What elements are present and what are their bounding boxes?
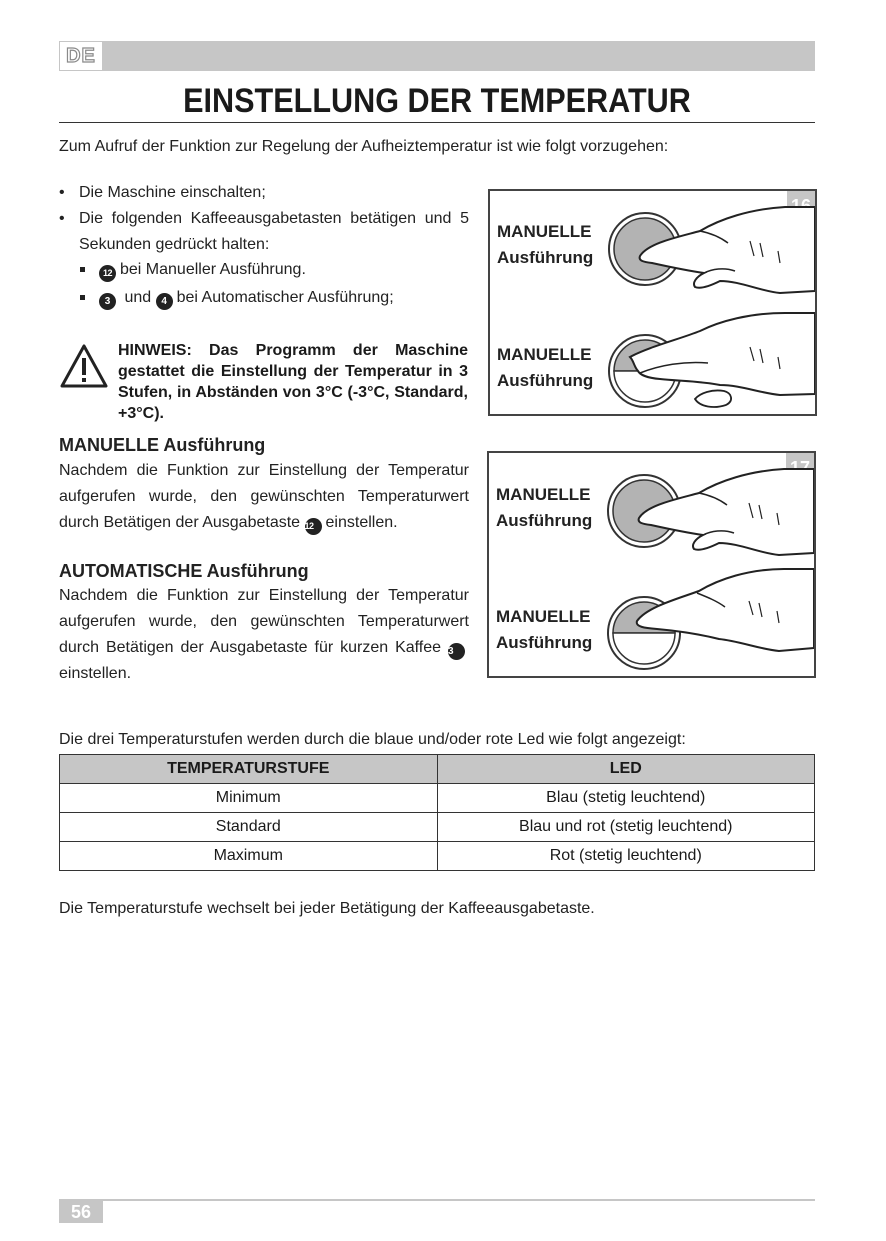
button-number-badge: 3 — [448, 643, 465, 660]
bullet-item: • Die folgenden Kaffeeausgabetasten betätigen und 5 Sekunden gedrückt halten: — [59, 206, 469, 258]
figure-17 — [487, 451, 816, 678]
auto-text — [59, 583, 469, 687]
button-number-badge: 12 — [305, 518, 322, 535]
auto-text-end: einstellen. — [59, 665, 132, 682]
warning-note: HINWEIS: Das Programm der Maschine gestattet die Einstellung der Temperatur in 3 Stufen, in Abständen von 3°C (-3°C, Standard, +3°C). — [118, 342, 468, 422]
footer-bar — [59, 1199, 815, 1201]
footer-text: Die Temperaturstufe wechselt bei jeder Betätigung der Kaffeeausgabetaste. — [59, 900, 595, 917]
intro-text: Zum Aufruf der Funktion zur Regelung der Aufheiztemperatur ist wie folgt vorzugehen: — [59, 138, 669, 155]
header-bar — [59, 41, 815, 71]
figure-label-line: Ausführung — [496, 633, 593, 652]
figure-label-line: Ausführung — [496, 511, 593, 530]
table-intro: Die drei Temperaturstufen werden durch die blaue und/oder rote Led wie folgt angezeigt: — [59, 731, 686, 748]
table-cell: Minimum — [60, 784, 438, 813]
table-row — [60, 813, 815, 842]
hand-pressing-button-illustration — [599, 563, 814, 675]
language-tag: DE — [59, 41, 103, 71]
title-underline — [59, 122, 815, 123]
sub-bullet-text: bei Manueller Ausführung. — [120, 261, 306, 278]
table-cell: Blau und rot (stetig leuchtend) — [437, 813, 815, 842]
figure-label-line: MANUELLE — [496, 607, 591, 626]
bullet-text: Die Maschine einschalten; — [79, 184, 266, 201]
sub-bullet-item — [80, 257, 470, 283]
manual-heading: MANUELLE Ausführung — [59, 435, 266, 455]
square-bullet-icon — [80, 267, 85, 272]
figure-label-line: Ausführung — [497, 371, 594, 390]
manual-text-end: einstellen. — [325, 514, 398, 531]
manual-text-body: Nachdem die Funktion zur Einstellung der Temperatur aufgerufen wurde, den gewünschten Temperaturwert durch Betätigen der Ausgabetaste — [59, 462, 469, 531]
button-number-badge: 4 — [156, 293, 173, 310]
table-cell: Rot (stetig leuchtend) — [437, 842, 815, 871]
sub-bullet-text: bei Automatischer Ausführung; — [176, 289, 394, 306]
page-title: EINSTELLUNG DER TEMPERATUR — [183, 82, 691, 120]
figure-label-line: MANUELLE — [497, 222, 592, 241]
table-header-cell: LED — [437, 755, 815, 784]
figure-label — [496, 604, 592, 656]
button-number-badge: 3 — [99, 293, 116, 310]
square-bullet-icon — [80, 295, 85, 300]
page-number: 56 — [59, 1201, 103, 1223]
figure-16 — [488, 189, 817, 416]
figure-label — [497, 342, 593, 394]
button-number-badge: 12 — [99, 265, 116, 282]
table-cell: Blau (stetig leuchtend) — [437, 784, 815, 813]
table-cell: Maximum — [60, 842, 438, 871]
sub-bullet-and: und — [124, 289, 152, 306]
figure-divider — [490, 303, 815, 304]
figure-label-line: MANUELLE — [496, 485, 591, 504]
table-cell: Standard — [60, 813, 438, 842]
manual-text — [59, 458, 469, 536]
bullet-text: Die folgenden Kaffeeausgabetasten betätigen und 5 Sekunden gedrückt halten: — [79, 210, 469, 253]
auto-text-body: Nachdem die Funktion zur Einstellung der Temperatur aufgerufen wurde, den gewünschten Temperaturwert durch Betätigen der Ausgabetaste für kurzen Kaffee — [59, 587, 469, 656]
hand-pressing-button-illustration — [600, 201, 815, 296]
sub-bullet-item — [80, 285, 470, 311]
warning-icon — [59, 343, 109, 389]
temperature-led-table — [59, 754, 815, 871]
table-header-row — [60, 755, 815, 784]
figure-label — [496, 482, 592, 534]
table-row — [60, 842, 815, 871]
hand-pressing-button-illustration — [600, 309, 815, 414]
bullet-item: • Die Maschine einschalten; — [59, 180, 469, 206]
auto-heading: AUTOMATISCHE Ausführung — [59, 561, 309, 581]
table-row — [60, 784, 815, 813]
figure-label-line: MANUELLE — [497, 345, 592, 364]
figure-label-line: Ausführung — [497, 248, 594, 267]
table-header-cell: TEMPERATURSTUFE — [60, 755, 438, 784]
hand-pressing-button-illustration — [599, 463, 814, 558]
figure-label — [497, 219, 593, 271]
